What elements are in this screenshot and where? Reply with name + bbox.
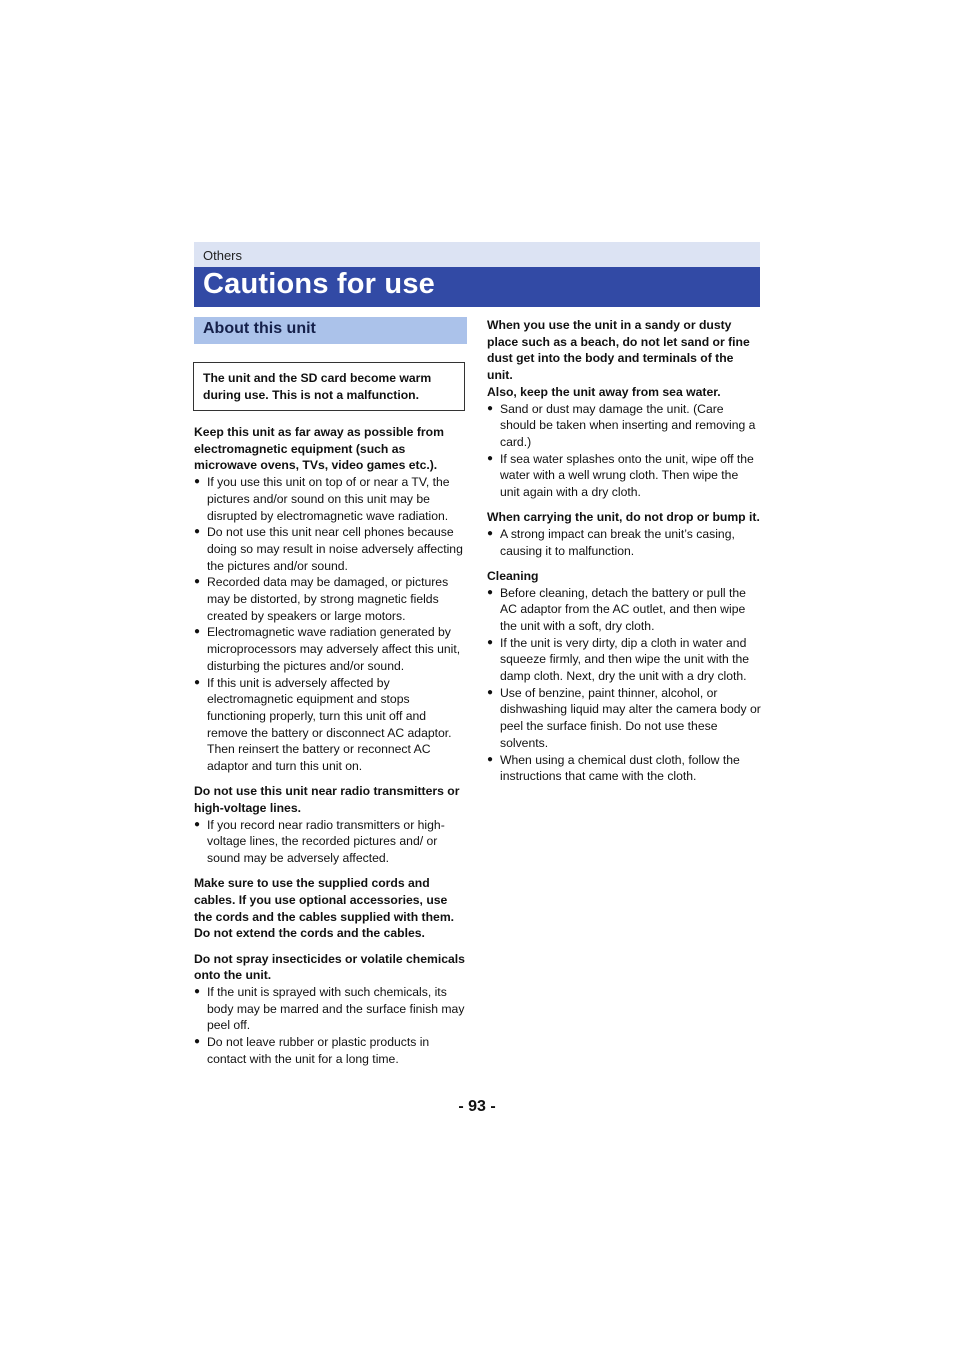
bullet-text: A strong impact can break the unit’s casing, causing it to malfunction.	[500, 526, 735, 558]
bullet-icon: ●	[487, 402, 494, 414]
bullet-item	[194, 524, 468, 574]
caution-block	[487, 568, 761, 785]
bullet-text: If you record near radio transmitters or high-voltage lines, the recorded pictures and/ or sound may be adversely affected.	[207, 817, 445, 866]
note-box: The unit and the SD card become warm during use. This is not a malfunction.	[193, 362, 465, 411]
bullet-icon: ●	[487, 452, 494, 464]
bullet-text: When using a chemical dust cloth, follow the instructions that came with the cloth.	[500, 752, 740, 784]
bullet-icon: ●	[487, 586, 494, 598]
bullet-text: If the unit is sprayed with such chemicals, its body may be marred and the surface finish may peel off.	[207, 985, 465, 1033]
caution-heading: Do not spray insecticides or volatile chemicals onto the unit.	[194, 951, 465, 983]
bullet-icon: ●	[194, 986, 201, 997]
bullet-item	[194, 1034, 468, 1067]
bullet-icon: ●	[194, 476, 201, 488]
bullet-text: If this unit is adversely affected by electromagnetic equipment and stops functioning properly, turn this unit off and remove the battery or disconnect AC adaptor. Then reinsert the battery or reconnect AC adaptor and turn this unit on.	[207, 675, 452, 774]
bullet-icon: ●	[194, 626, 201, 638]
bullet-item	[487, 526, 761, 559]
caution-heading: Do not extend the cords and the cables.	[194, 926, 425, 941]
caution-block	[194, 875, 468, 942]
caution-block	[194, 424, 468, 775]
page-title: Cautions for use	[203, 268, 435, 300]
bullet-item	[487, 635, 761, 685]
bullet-text: If the unit is very dirty, dip a cloth in water and squeeze firmly, and then wipe the unit with the damp cloth. Next, dry the unit with a dry cloth.	[500, 635, 750, 684]
bullet-item	[194, 474, 468, 524]
bullet-text: Recorded data may be damaged, or pictures may be distorted, by strong magnetic fields created by speakers or large motors.	[207, 575, 449, 623]
section-bar	[194, 242, 760, 267]
caution-heading: When carrying the unit, do not drop or bump it.	[487, 510, 760, 525]
right-column	[487, 317, 761, 793]
bullet-item	[487, 401, 761, 451]
bullet-list	[194, 474, 468, 775]
bullet-list	[487, 585, 761, 785]
caution-heading: Cleaning	[487, 568, 539, 583]
bullet-item	[194, 675, 468, 775]
bullet-icon: ●	[194, 576, 201, 588]
bullet-text: Before cleaning, detach the battery or pull the AC adaptor from the AC outlet, and then wipe the unit with a soft, dry cloth.	[500, 585, 746, 633]
bullet-item	[194, 984, 468, 1034]
bullet-list	[487, 401, 761, 501]
bullet-text: If sea water splashes onto the unit, wipe off the water with a well wrung cloth. Then wipe the unit again with a dry cloth.	[500, 451, 754, 500]
bullet-icon: ●	[194, 1036, 201, 1048]
subheading: About this unit	[203, 320, 316, 337]
subheading-bar	[194, 317, 467, 344]
bullet-icon: ●	[487, 686, 494, 698]
bullet-text: Do not use this unit near cell phones because doing so may result in noise adversely affecting the pictures and/or sound.	[207, 525, 463, 573]
bullet-list	[194, 817, 468, 867]
bullet-list	[487, 526, 761, 559]
caution-block	[487, 509, 761, 559]
bullet-list	[194, 984, 468, 1068]
caution-heading: When you use the unit in a sandy or dusty place such as a beach, do not let sand or fine dust get into the body and terminals of the unit.	[487, 318, 750, 383]
left-column	[194, 424, 468, 1076]
caution-heading: Also, keep the unit away from sea water.	[487, 384, 721, 399]
caution-block	[194, 783, 468, 867]
bullet-text: Sand or dust may damage the unit. (Care should be taken when inserting and removing a card.)	[500, 401, 756, 449]
bullet-text: Do not leave rubber or plastic products in contact with the unit for a long time.	[207, 1035, 430, 1066]
caution-heading: Make sure to use the supplied cords and cables. If you use optional accessories, use the cords and the cables supplied with them.	[194, 876, 455, 924]
page-number: - 93 -	[458, 1098, 496, 1115]
caution-heading: Do not use this unit near radio transmitters or high-voltage lines.	[194, 784, 460, 815]
bullet-item	[194, 574, 468, 624]
caution-block	[487, 317, 761, 501]
bullet-icon: ●	[487, 527, 494, 539]
bullet-text: Electromagnetic wave radiation generated by microprocessors may adversely affect this unit, disturbing the pictures and/or sound.	[207, 625, 461, 673]
bullet-icon: ●	[487, 753, 494, 765]
bullet-item	[194, 817, 468, 867]
section-label: Others	[203, 248, 243, 263]
bullet-icon: ●	[194, 818, 201, 830]
title-bar	[194, 267, 760, 307]
bullet-icon: ●	[194, 526, 201, 538]
bullet-item	[487, 752, 761, 785]
bullet-item	[487, 451, 761, 501]
bullet-text: Use of benzine, paint thinner, alcohol, or dishwashing liquid may alter the camera body or peel the surface finish. Do not use these solvents.	[500, 685, 761, 750]
caution-block	[194, 951, 468, 1068]
bullet-item	[487, 585, 761, 635]
bullet-text: If you use this unit on top of or near a TV, the pictures and/or sound on this unit may be disrupted by electromagnetic wave radiation.	[207, 475, 450, 523]
bullet-item	[194, 624, 468, 674]
bullet-item	[487, 685, 761, 752]
caution-heading: Keep this unit as far away as possible from electromagnetic equipment (such as microwave ovens, TVs, video games etc.).	[194, 425, 444, 473]
bullet-icon: ●	[194, 676, 201, 688]
bullet-icon: ●	[487, 636, 494, 648]
